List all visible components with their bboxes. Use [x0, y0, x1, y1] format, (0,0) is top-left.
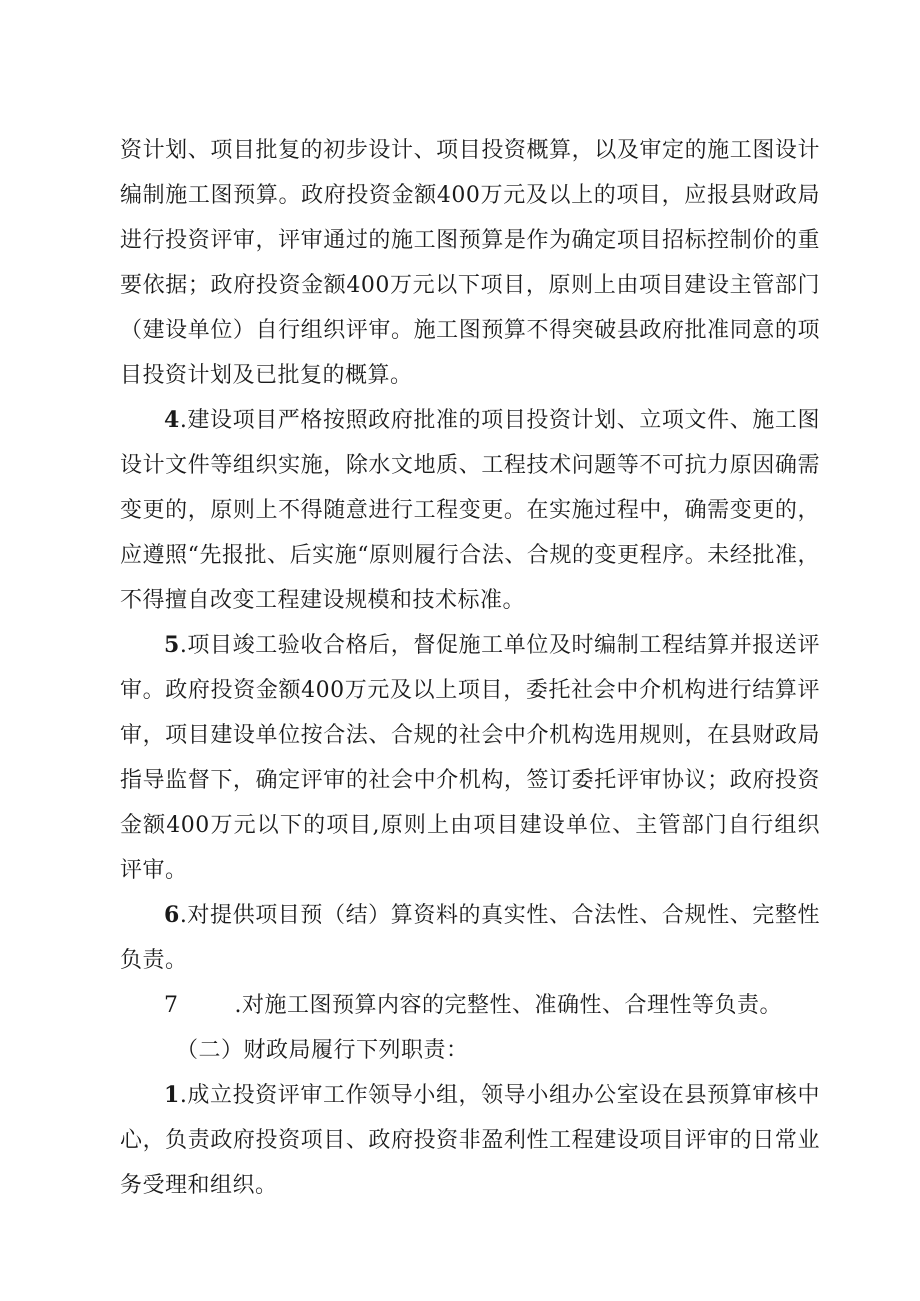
- item-number: 7: [164, 993, 179, 1018]
- paragraph-text: .建设项目严格按照政府批准的项目投资计划、立项文件、施工图设计文件等组织实施，除水文地质、工程技术问题等不可抗力原因确需变更的，原则上不得随意进行工程变更。在实施过程中，确需变更的，应遵照“先报批、后实施“原则履行合法、合规的变更程序。未经批准，不得擅自改变工程建设规模和技术标准。: [120, 408, 820, 613]
- section-heading: [120, 1028, 820, 1073]
- paragraph-text: .项目竣工验收合格后，督促施工单位及时编制工程结算并报送评审。政府投资金额400万元及以上项目，委托社会中介机构进行结算评审，项目建设单位按合法、合规的社会中介机构选用规则，在县财政局指导监督下，确定评审的社会中介机构，签订委托评审协议；政府投资金额400万元以下的项目,原则上由项目建设单位、主管部门自行组织评审。: [120, 633, 820, 883]
- item-number: 4: [164, 407, 180, 433]
- paragraph-item-6: [120, 893, 820, 983]
- item-number: 6: [164, 902, 180, 928]
- paragraph-continuation: [120, 128, 820, 398]
- heading-text: （二）财政局履行下列职责：: [176, 1038, 469, 1063]
- item-number: 5: [164, 632, 180, 658]
- paragraph-item-4: [120, 398, 820, 623]
- paragraph-text: 资计划、项目批复的初步设计、项目投资概算，以及审定的施工图设计编制施工图预算。政府投资金额400万元及以上的项目，应报县财政局进行投资评审，评审通过的施工图预算是作为确定项目招标控制价的重要依据；政府投资金额400万元以下项目，原则上由项目建设主管部门（建设单位）自行组织评审。施工图预算不得突破县政府批准同意的项目投资计划及已批复的概算。: [120, 138, 820, 388]
- paragraph-item-7: [120, 983, 820, 1028]
- paragraph-text: .对施工图预算内容的完整性、准确性、合理性等负责。: [234, 993, 782, 1018]
- paragraph-item-1: [120, 1073, 820, 1208]
- paragraph-item-5: [120, 623, 820, 893]
- document-body: [120, 128, 820, 1208]
- paragraph-text: .对提供项目预（结）算资料的真实性、合法性、合规性、完整性负责。: [120, 903, 820, 973]
- item-number: 1: [164, 1082, 180, 1108]
- paragraph-text: .成立投资评审工作领导小组，领导小组办公室设在县预算审核中心，负责政府投资项目、政府投资非盈利性工程建设项目评审的日常业务受理和组织。: [120, 1083, 820, 1198]
